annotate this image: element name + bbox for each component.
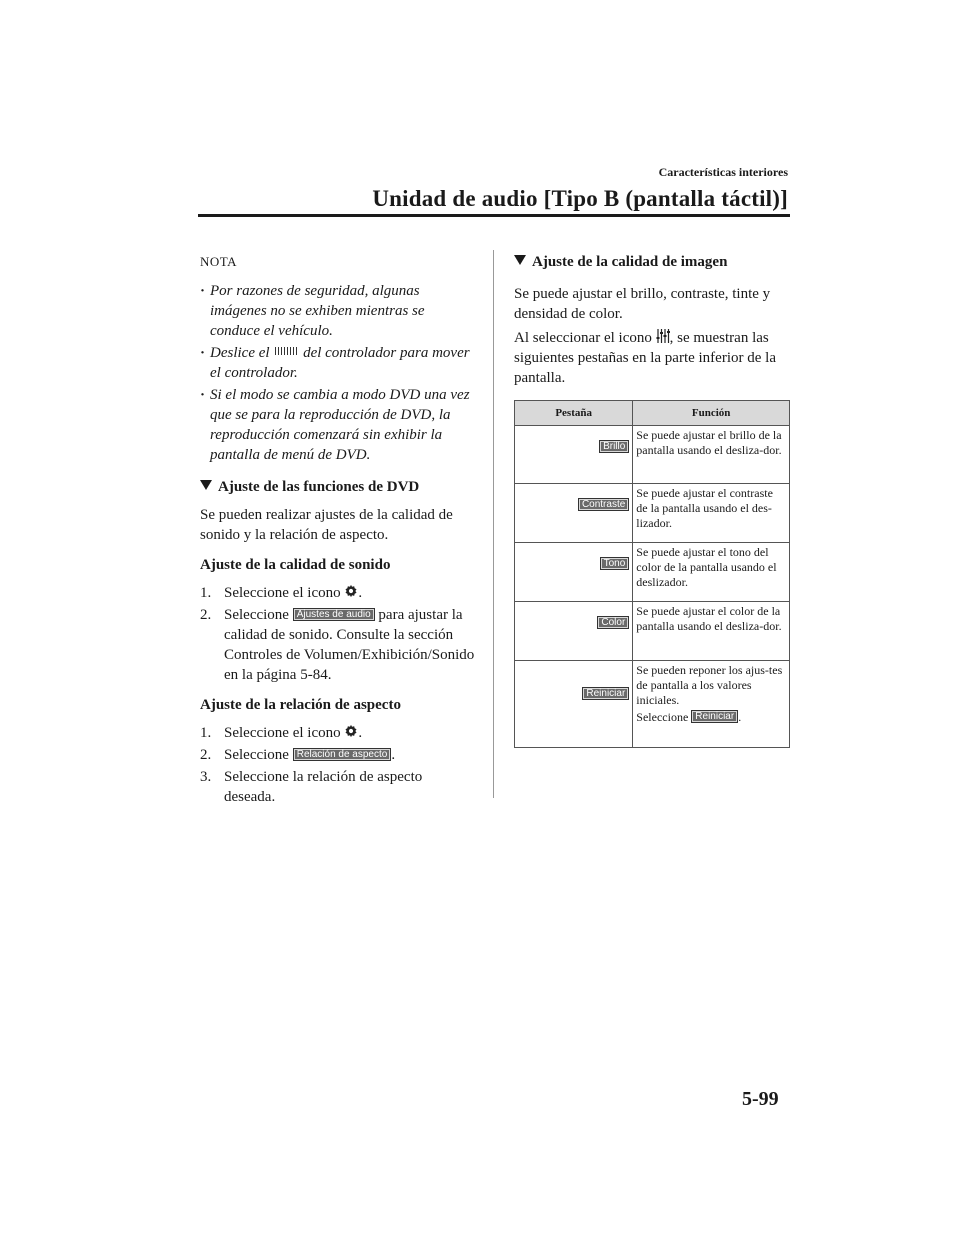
tab-cell <box>515 484 633 543</box>
step-text: para ajustar la calidad de sonido. Consulte la sección Controles de Volumen/Exhibición/Sonido en la página 5-84. <box>224 607 475 683</box>
dvd-heading-text: Ajuste de las funciones de DVD <box>218 479 420 495</box>
step-number: 3. <box>200 769 212 785</box>
step-number: 1. <box>200 725 212 741</box>
function-cell: Se puede ajustar el contraste de la pantalla usando el des-lizador. <box>633 484 790 543</box>
note-item <box>200 343 475 383</box>
nota-title: NOTA <box>200 254 238 269</box>
list-item <box>200 605 475 685</box>
function-cell: Se puede ajustar el color de la pantalla usando el desliza-dor. <box>633 602 790 661</box>
tab-reiniciar[interactable]: Reiniciar <box>582 687 629 700</box>
tab-cell <box>515 602 633 661</box>
step-text: Seleccione <box>224 607 289 623</box>
column-header-tab: Pestaña <box>515 401 633 426</box>
tab-tono[interactable]: Tono <box>600 557 630 570</box>
step-text: Seleccione el icono <box>224 725 341 741</box>
step-text: Seleccione la relación de aspecto deseada. <box>224 769 423 805</box>
step-number: 2. <box>200 607 212 623</box>
page-number: 5-99 <box>742 1088 779 1110</box>
tab-cell <box>515 426 633 484</box>
table-row <box>515 484 790 543</box>
tabs-table <box>514 400 790 748</box>
function-cell: Se puede ajustar el tono del color de la pantalla usando el deslizador. <box>633 543 790 602</box>
gear-icon <box>344 724 358 738</box>
icon-instruction <box>514 328 790 388</box>
tab-contraste[interactable]: Contraste <box>578 498 629 511</box>
audio-settings-button[interactable]: Ajustes de audio <box>293 608 375 621</box>
list-item: 1. Seleccione el icono . <box>200 585 363 601</box>
column-header-function: Función <box>633 401 790 426</box>
table-row <box>515 602 790 661</box>
image-intro: Se puede ajustar el brillo, contraste, tinte y densidad de color. <box>514 286 771 322</box>
image-heading-text: Ajuste de la calidad de imagen <box>532 254 728 270</box>
function-text: Se pueden reponer los ajus-tes de pantalla a los valores iniciales. <box>636 663 783 707</box>
note-text: Por razones de seguridad, algunas imágenes no se exhiben mientras se conduce el vehículo. <box>210 283 425 339</box>
column-divider <box>493 250 494 798</box>
triangle-marker-icon <box>514 255 526 265</box>
list-item <box>200 767 475 807</box>
sound-heading: Ajuste de la calidad de sonido <box>200 557 391 573</box>
step-number: 1. <box>200 585 212 601</box>
instruction-text: , se muestran las siguientes pestañas en la parte inferior de la pantalla. <box>514 330 776 386</box>
page-title: Unidad de audio [Tipo B (pantalla táctil)] <box>372 186 788 211</box>
function-cell: Se puede ajustar el brillo de la pantalla usando el desliza-dor. <box>633 426 790 484</box>
instruction-text: Al seleccionar el icono <box>514 330 652 346</box>
step-text: Seleccione <box>224 747 289 763</box>
image-heading <box>514 252 790 272</box>
table-row <box>515 543 790 602</box>
tab-cell <box>515 543 633 602</box>
function-extra-text: Seleccione <box>636 710 689 724</box>
list-item: 1. Seleccione el icono . <box>200 725 363 741</box>
slider-icon <box>275 347 297 355</box>
table-row <box>515 426 790 484</box>
aspect-heading: Ajuste de la relación de aspecto <box>200 697 401 713</box>
table-header-row <box>515 401 790 426</box>
dvd-intro: Se pueden realizar ajustes de la calidad de sonido y la relación de aspecto. <box>200 507 453 543</box>
function-cell <box>633 661 790 748</box>
function-extra: Seleccione Reiniciar . <box>636 710 742 724</box>
table-row <box>515 661 790 748</box>
list-item: 2. Seleccione Relación de aspecto . <box>200 747 396 763</box>
reset-button[interactable]: Reiniciar <box>691 710 738 723</box>
left-column <box>200 252 475 809</box>
note-text: del controlador para mover el controlador. <box>210 345 470 381</box>
note-item <box>200 385 475 465</box>
tab-color[interactable]: Color <box>597 616 629 629</box>
tab-brillo[interactable]: Brillo <box>599 440 629 453</box>
triangle-marker-icon <box>200 480 212 490</box>
right-column <box>514 252 790 748</box>
step-number: 2. <box>200 747 212 763</box>
step-text: Seleccione el icono <box>224 585 341 601</box>
aspect-ratio-button[interactable]: Relación de aspecto <box>293 748 392 761</box>
note-item <box>200 281 475 341</box>
header-rule <box>198 214 790 217</box>
picture-adjust-icon <box>656 328 670 344</box>
section-label: Características interiores <box>658 165 788 179</box>
dvd-heading <box>200 477 475 497</box>
note-text: Deslice el <box>210 345 270 361</box>
note-text: Si el modo se cambia a modo DVD una vez que se para la reproducción de DVD, la reproducción comenzará sin exhibir la pantalla de menú de DVD. <box>210 387 470 463</box>
tab-cell <box>515 661 633 748</box>
gear-icon <box>344 584 358 598</box>
